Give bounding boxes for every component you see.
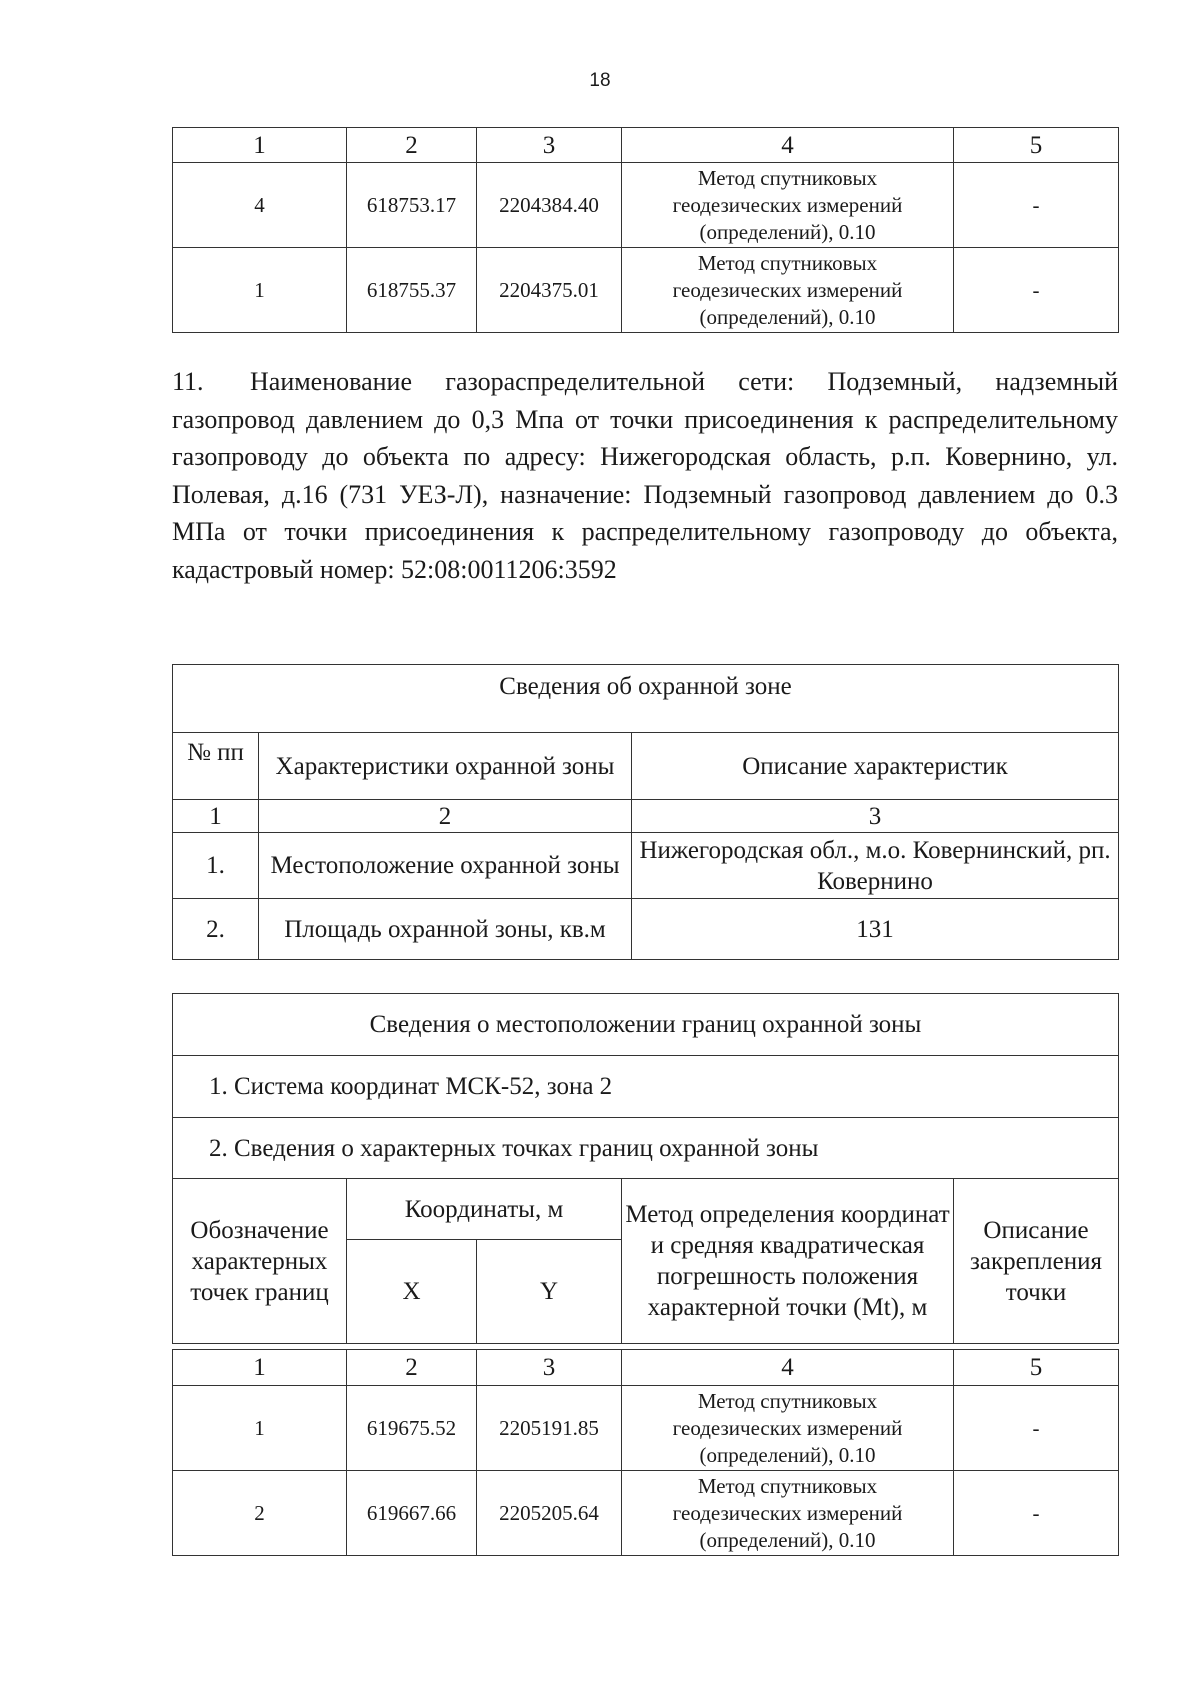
zone-header-row [173, 733, 1119, 800]
method-cell [622, 248, 954, 333]
header-method: Метод определения координат и средняя квадратическая погрешность положения характерной точки (Mt), м [622, 1179, 954, 1344]
col-number: 1 [173, 800, 259, 833]
paragraph-number: 11. [172, 367, 204, 396]
point-description: - [954, 248, 1119, 333]
method-line: Метод спутниковых [697, 1388, 878, 1413]
col-number: 4 [622, 1350, 954, 1386]
method-line: геодезических измерений [672, 192, 903, 217]
header-characteristic: Характеристики охранной зоны [259, 733, 632, 800]
col-number: 3 [477, 128, 622, 163]
table-row [173, 899, 1119, 960]
coord-x: 618755.37 [347, 248, 477, 333]
boundary-table-title: Сведения о местоположении границ охранной зоны [173, 994, 1119, 1056]
col-number: 4 [622, 128, 954, 163]
col-number: 1 [173, 128, 347, 163]
coord-x: 618753.17 [347, 163, 477, 248]
column-number-row [173, 1350, 1119, 1386]
method-cell [622, 1386, 954, 1471]
coord-y: 2204384.40 [477, 163, 622, 248]
point-description: - [954, 163, 1119, 248]
method-line: геодезических измерений [672, 1500, 903, 1525]
point-number: 1 [173, 248, 347, 333]
point-number: 1 [173, 1386, 347, 1471]
description: Нижегородская обл., м.о. Ковернинский, рп. Ковернино [632, 833, 1119, 899]
method-line: (определений), 0.10 [699, 1527, 876, 1552]
header-description: Описание закрепления точки [954, 1179, 1119, 1344]
point-number: 4 [173, 163, 347, 248]
points-section-title: 2. Сведения о характерных точках границ охранной зоны [173, 1118, 1119, 1179]
point-description: - [954, 1386, 1119, 1471]
col-number: 3 [632, 800, 1119, 833]
paragraph-text: Наименование газораспределительной сети: Подземный, надземный газопровод давлением до 0,3 Мпа от точки присоединения к распределительному газопроводу до объекта по адресу: Нижегородская область, р.п. Ковернино, ул. Полевая, д.16 (731 УЕЗ-Л), назначение: Подземный газопровод давлением до 0.3 МПа от точки присоединения к распределительному газопроводу до объекта, кадастровый номер: 52:08:0011206:3592 [172, 367, 1118, 584]
coord-x: 619675.52 [347, 1386, 477, 1471]
method-line: (определений), 0.10 [699, 304, 876, 329]
table-row [173, 248, 1119, 333]
table-row [173, 833, 1119, 899]
characteristic: Площадь охранной зоны, кв.м [259, 899, 632, 960]
header-y: Y [477, 1240, 622, 1344]
col-number: 2 [259, 800, 632, 833]
boundary-points-table [172, 1349, 1119, 1556]
table-row [173, 1471, 1119, 1556]
header-number: № пп [173, 733, 259, 800]
row-number: 2. [173, 899, 259, 960]
description: 131 [632, 899, 1119, 960]
header-coordinates: Координаты, м [347, 1179, 622, 1240]
method-line: геодезических измерений [672, 1415, 903, 1440]
row-number: 1. [173, 833, 259, 899]
method-line: геодезических измерений [672, 277, 903, 302]
header-description: Описание характеристик [632, 733, 1119, 800]
column-number-row [173, 800, 1119, 833]
point-description: - [954, 1471, 1119, 1556]
boundary-location-table [172, 993, 1119, 1344]
characteristic: Местоположение охранной зоны [259, 833, 632, 899]
col-number: 2 [347, 128, 477, 163]
network-description-paragraph [172, 363, 1118, 588]
col-number: 2 [347, 1350, 477, 1386]
col-number: 3 [477, 1350, 622, 1386]
method-cell [622, 163, 954, 248]
page-number: 18 [589, 70, 611, 91]
method-line: Метод спутниковых [697, 250, 878, 275]
coord-x: 619667.66 [347, 1471, 477, 1556]
zone-table-title: Сведения об охранной зоне [173, 665, 1119, 733]
col-number: 5 [954, 1350, 1119, 1386]
coordinates-table-continued [172, 127, 1119, 333]
col-number: 5 [954, 128, 1119, 163]
col-number: 1 [173, 1350, 347, 1386]
header-designation: Обозначение характерных точек границ [173, 1179, 347, 1344]
method-line: (определений), 0.10 [699, 1442, 876, 1467]
column-number-row [173, 128, 1119, 163]
protection-zone-table [172, 664, 1119, 960]
coord-y: 2205205.64 [477, 1471, 622, 1556]
method-line: Метод спутниковых [697, 1473, 878, 1498]
table-row [173, 1386, 1119, 1471]
coord-y: 2204375.01 [477, 248, 622, 333]
coordinate-system: 1. Система координат МСК-52, зона 2 [173, 1056, 1119, 1118]
point-number: 2 [173, 1471, 347, 1556]
method-line: (определений), 0.10 [699, 219, 876, 244]
method-cell [622, 1471, 954, 1556]
method-line: Метод спутниковых [697, 165, 878, 190]
table-row [173, 163, 1119, 248]
coord-y: 2205191.85 [477, 1386, 622, 1471]
header-x: X [347, 1240, 477, 1344]
